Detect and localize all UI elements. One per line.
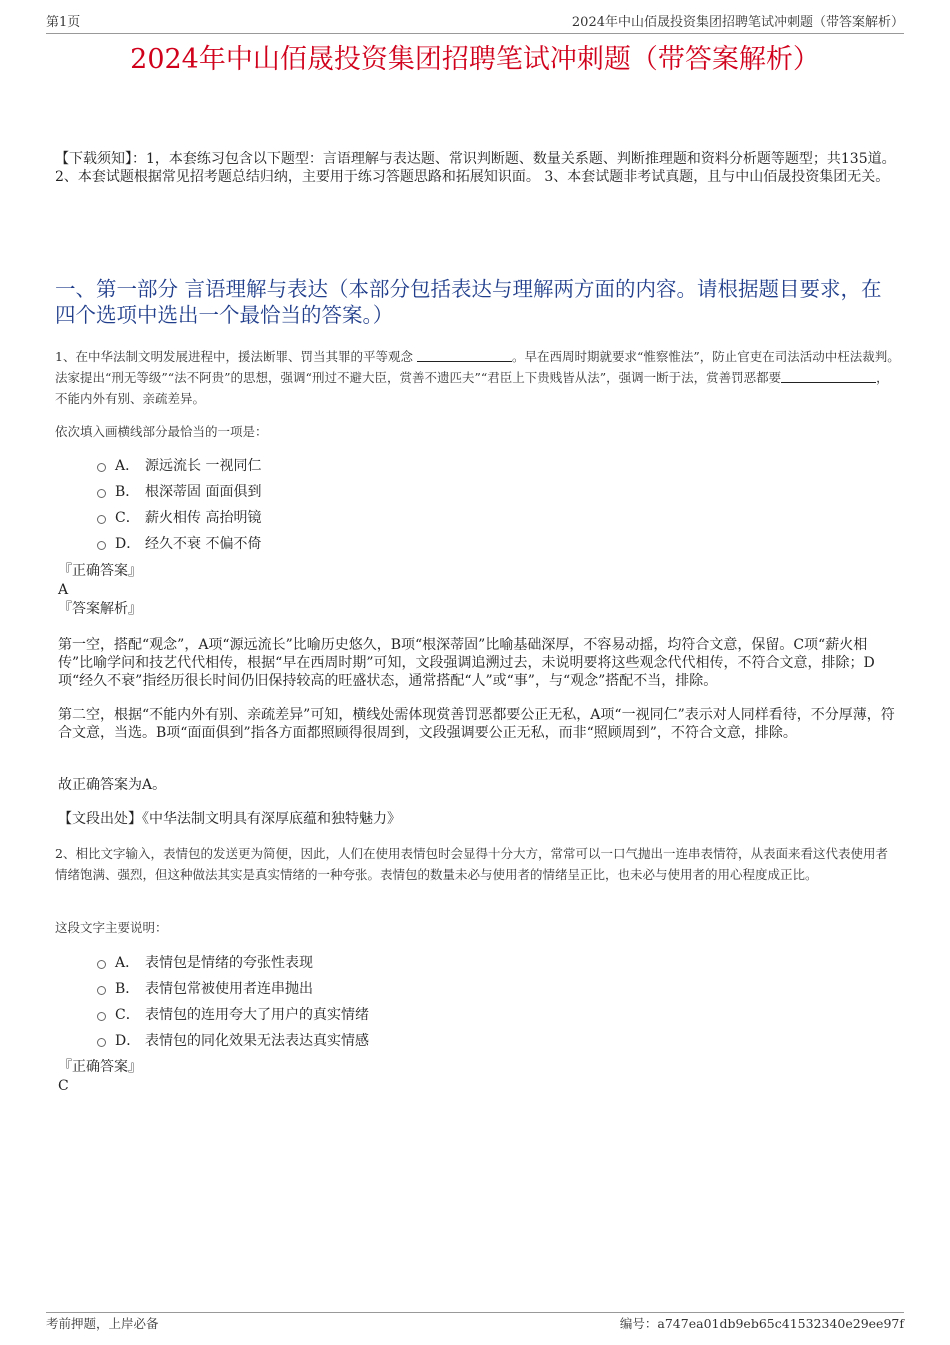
document-title: 2024年中山佰晟投资集团招聘笔试冲刺题（带答案解析） [130, 44, 820, 75]
section-title: 一、第一部分 言语理解与表达（本部分包括表达与理解两方面的内容。请根据题目要求，在四个选项中选出一个最恰当的答案。） [55, 277, 882, 327]
question-1-part-b: 。早在西周时期就要求“惟察惟法”，防止官吏在司法活动中枉法裁判。法家提出“刑无等级”“法不阿贵”的思想，强调“刑过不避大臣，赏善不遗匹夫”“君臣上下贵贱皆从法”，强调一断于法，赏善罚恶都要 [55, 349, 900, 385]
answer-value: C [58, 1078, 69, 1094]
radio-icon[interactable] [97, 986, 106, 995]
answer-label: 『正确答案』 [58, 1059, 142, 1075]
radio-icon[interactable] [97, 541, 106, 550]
source-note: 【文段出处】《中华法制文明具有深厚底蕴和独特魅力》 [58, 811, 401, 827]
option-c[interactable]: C． 薪火相传 高抬明镜 [95, 505, 495, 531]
option-b[interactable]: B． 根深蒂固 面面俱到 [95, 479, 495, 505]
question-1-options [95, 453, 495, 557]
question-2-prompt: 这段文字主要说明： [55, 920, 168, 935]
question-1-answer-block [58, 562, 898, 619]
answer-blank-1 [417, 347, 512, 362]
analysis-paragraph-3: 故正确答案为A。 [58, 777, 167, 793]
question-1-text [55, 346, 900, 409]
radio-icon[interactable] [97, 515, 106, 524]
radio-icon[interactable] [97, 960, 106, 969]
question-2-answer-block [58, 1058, 898, 1096]
radio-icon[interactable] [97, 1012, 106, 1021]
answer-value: A [58, 582, 69, 598]
answer-blank-2 [781, 368, 876, 383]
option-c[interactable]: C． 表情包的连用夸大了用户的真实情绪 [95, 1002, 495, 1028]
option-d[interactable]: D． 表情包的同化效果无法表达真实情感 [95, 1028, 495, 1054]
radio-icon[interactable] [97, 463, 106, 472]
option-d[interactable]: D． 经久不衰 不偏不倚 [95, 531, 495, 557]
analysis-paragraph-1: 第一空，搭配“观念”，A项“源远流长”比喻历史悠久，B项“根深蒂固”比喻基础深厚，不容易动摇，均符合文意，保留。C项“薪火相传”比喻学问和技艺代代相传，根据“早在西周时期”可知，文段强调追溯过去，未说明要将这些观念代代相传，不符合文意，排除；D项“经久不衰”指经历很长时间仍旧保持较高的旺盛状态，通常搭配“人”或“事”，与“观念”搭配不当，排除。 [58, 637, 875, 689]
header-doc-title: 2024年中山佰晟投资集团招聘笔试冲刺题（带答案解析） [571, 15, 904, 30]
radio-icon[interactable] [97, 1038, 106, 1047]
option-a[interactable]: A． 表情包是情绪的夸张性表现 [95, 950, 495, 976]
footer-code: 编号：a747ea01db9eb65c41532340e29ee97f [619, 1316, 904, 1331]
option-b[interactable]: B． 表情包常被使用者连串抛出 [95, 976, 495, 1002]
page-footer [46, 1312, 904, 1333]
question-1-prompt: 依次填入画横线部分最恰当的一项是： [55, 424, 268, 439]
analysis-label: 『答案解析』 [58, 601, 142, 617]
question-1-part-a: 1、在中华法制文明发展进程中，援法断罪、罚当其罪的平等观念 [55, 349, 413, 364]
question-1-part-c: ，不能内外有别、亲疏差异。 [55, 370, 889, 406]
page-header [46, 14, 904, 34]
analysis-paragraph-2: 第二空，根据“不能内外有别、亲疏差异”可知，横线处需体现赏善罚恶都要公正无私，A项“一视同仁”表示对人同样看待，不分厚薄，符合文意，当选。B项“面面俱到”指各方面都照顾得很周到，文段强调要公正无私，而非“照顾周到”，不符合文意，排除。 [58, 707, 895, 741]
page-number: 第1页 [46, 15, 81, 30]
question-2-text: 2、相比文字输入，表情包的发送更为简便，因此，人们在使用表情包时会显得十分大方，常常可以一口气抛出一连串表情符，从表面来看这代表使用者情绪饱满、强烈，但这种做法其实是真实情绪的一种夸张。表情包的数量未必与使用者的情绪呈正比，也未必与使用者的用心程度成正比。 [55, 846, 888, 882]
question-2-options [95, 950, 495, 1054]
answer-label: 『正确答案』 [58, 563, 142, 579]
radio-icon[interactable] [97, 489, 106, 498]
option-a[interactable]: A． 源远流长 一视同仁 [95, 453, 495, 479]
footer-slogan: 考前押题，上岸必备 [46, 1316, 159, 1331]
download-notice: 【下载须知】：1，本套练习包含以下题型：言语理解与表达题、常识判断题、数量关系题、判断推理题和资料分析题等题型；共135道。 2、本套试题根据常见招考题总结归纳，主要用于练习答题思路和拓展知识面。 3、本套试题非考试真题，且与中山佰晟投资集团无关。 [55, 151, 896, 185]
